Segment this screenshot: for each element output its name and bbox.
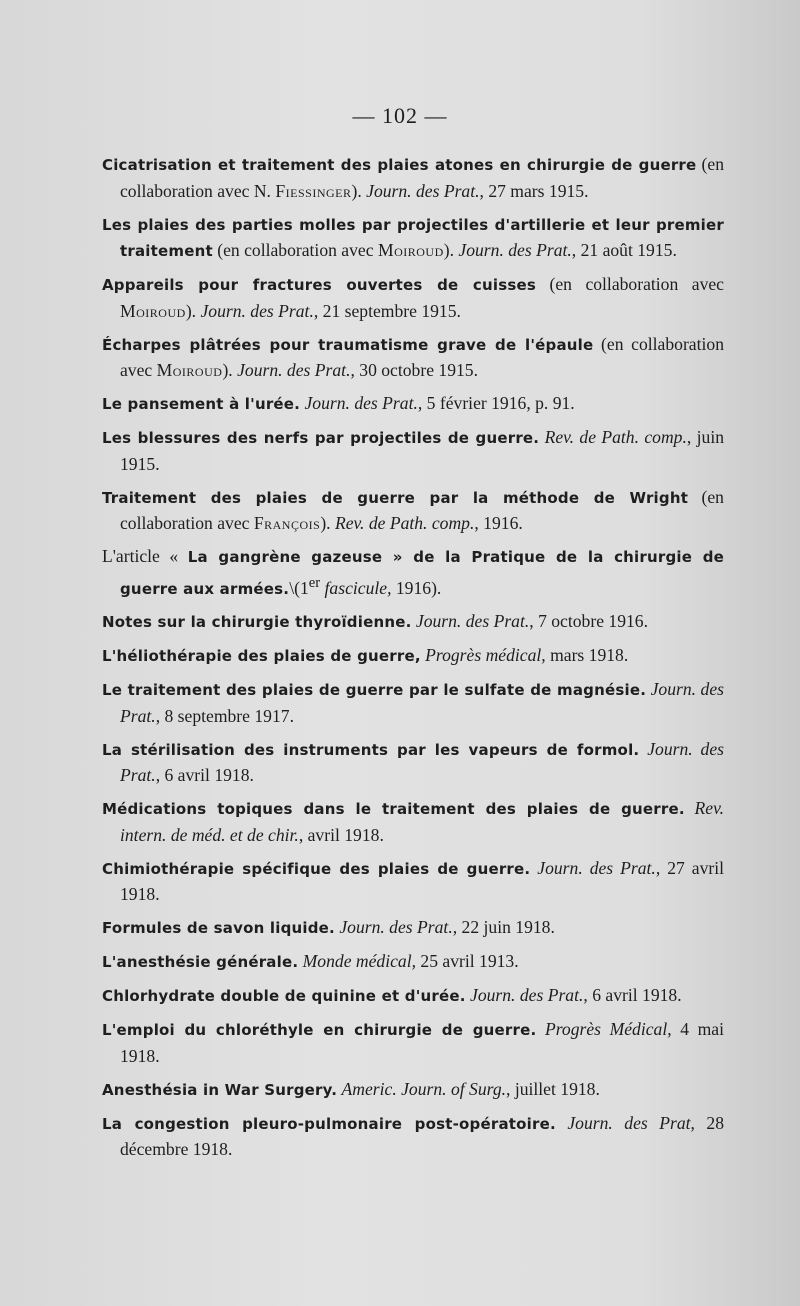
entry-note: ). xyxy=(320,513,335,533)
list-item xyxy=(102,272,724,324)
list-item xyxy=(102,485,724,537)
entry-title: La stérilisation des instruments par les vapeurs de formol. xyxy=(102,740,640,759)
entry-date: , avril 1918. xyxy=(298,824,384,845)
entry-title: Formules de savon liquide. xyxy=(102,919,335,938)
entry-title: Le pansement à l'urée. xyxy=(102,395,301,413)
page-number: — 102 — xyxy=(352,103,448,128)
entry-date: , 21 août 1915. xyxy=(571,240,677,260)
entry-journal: Rev. de Path. comp. xyxy=(334,513,475,533)
list-item xyxy=(102,677,724,729)
entry-note: (en collaboration avec xyxy=(212,240,378,260)
entry-author: Fiessinger xyxy=(275,180,352,201)
entry-title: L'emploi du chloréthyle en chirurgie de guerre. xyxy=(102,1021,537,1040)
entry-author: Moiroud xyxy=(377,240,444,260)
entry-date: , juillet 1918. xyxy=(506,1078,600,1099)
entry-title: Les blessures des nerfs par projectiles de guerre. xyxy=(102,429,540,447)
entry-lead: L'article « xyxy=(102,546,188,566)
list-item xyxy=(102,152,724,204)
list-item xyxy=(102,737,724,789)
entry-journal: Journ. des Prat. xyxy=(237,360,351,380)
entry-date: , 27 mars 1915. xyxy=(479,180,589,201)
entry-journal: Journ. des Prat. xyxy=(415,611,530,632)
list-item xyxy=(102,1111,724,1163)
entry-title: Appareils pour fractures ouvertes de cuisses xyxy=(102,276,536,294)
entry-journal: fascicule, xyxy=(324,577,392,598)
entry-journal: Journ. des Prat. xyxy=(366,180,480,201)
entry-date: , 6 avril 1918. xyxy=(155,765,254,786)
entry-journal: Journ. des Prat. xyxy=(120,679,725,726)
entry-note: (en collaboration avec xyxy=(535,274,724,294)
list-item xyxy=(102,425,724,477)
entry-title: La gangrène gazeuse xyxy=(187,548,383,566)
entry-title: Chlorhydrate double de quinine et d'urée. xyxy=(102,987,466,1006)
entry-title: L'anesthésie générale. xyxy=(102,953,299,972)
list-item xyxy=(102,609,724,636)
entry-title: Traitement des plaies de guerre par la méthode de Wright xyxy=(102,488,689,507)
entry-journal: Journ. des Prat. xyxy=(470,985,584,1006)
entry-journal: Rev. intern. de méd. et de chir. xyxy=(120,798,724,845)
list-item xyxy=(102,983,724,1010)
entry-date: , 6 avril 1918. xyxy=(583,985,682,1006)
entry-title: Écharpes plâtrées pour traumatisme grave de l'épaule xyxy=(102,335,594,354)
entry-note: (en collaboration avec xyxy=(120,486,724,533)
entry-journal: Rev. de Path. comp. xyxy=(544,427,687,447)
entry-author: Moiroud xyxy=(156,360,223,380)
list-item xyxy=(102,1017,724,1069)
entry-date: , 27 avril 1918. xyxy=(120,857,725,905)
entry-title: La congestion pleuro-pulmonaire post-opératoire. xyxy=(102,1114,556,1133)
entry-date: , 1916. xyxy=(474,513,523,533)
entry-title: Médications topiques dans le traitement des plaies de guerre. xyxy=(102,800,685,819)
entry-date: , 30 octobre 1915. xyxy=(350,360,478,380)
entry-title: L'héliothérapie des plaies de guerre, xyxy=(102,647,421,666)
entry-note: ). xyxy=(443,240,459,260)
entry-sup: er xyxy=(308,574,321,591)
list-item xyxy=(102,856,724,908)
entry-date: , 28 décembre 1918. xyxy=(120,1112,724,1160)
entry-journal: Journ. des Prat. xyxy=(537,857,656,878)
entry-journal: Journ. des Prat xyxy=(567,1112,691,1133)
entry-note: (en collaboration avec N. xyxy=(120,154,724,201)
list-item xyxy=(102,544,724,602)
entry-date: , 8 septembre 1917. xyxy=(155,705,294,726)
entry-title: Pratique de la chirurgie de guerre aux armées. xyxy=(120,548,725,598)
entry-title: Anesthésia in War Surgery. xyxy=(102,1080,338,1099)
entry-date: 1916). xyxy=(391,577,442,598)
entry-date: mars 1918. xyxy=(545,645,629,666)
bibliography-list xyxy=(102,152,724,1170)
entry-journal: Journ. des Prat. xyxy=(339,917,453,938)
entry-title: Notes sur la chirurgie thyroïdienne. xyxy=(102,613,412,632)
entry-date: 4 mai 1918. xyxy=(120,1019,724,1066)
entry-date: , juin 1915. xyxy=(120,427,725,474)
entry-date: 25 avril 1913. xyxy=(416,951,519,972)
entry-author: François xyxy=(253,513,321,533)
entry-journal: Journ. des Prat. xyxy=(200,300,314,321)
entry-note: \(1 xyxy=(289,577,309,598)
entry-journal: Monde médical, xyxy=(302,951,417,972)
entry-author: Moiroud xyxy=(120,300,186,321)
list-item xyxy=(102,391,724,418)
entry-journal: Journ. des Prat. xyxy=(304,393,418,413)
entry-journal: Americ. Journ. of Surg. xyxy=(341,1078,507,1099)
entry-note xyxy=(685,798,695,818)
entry-date: , 5 février 1916, p. 91. xyxy=(417,393,575,413)
entry-note: » de la xyxy=(382,548,472,566)
list-item xyxy=(102,332,724,384)
entry-title: Le traitement des plaies de guerre par le sulfate de magnésie. xyxy=(102,681,647,700)
list-item xyxy=(102,643,724,670)
list-item xyxy=(102,1077,724,1104)
entry-title: Les plaies des parties molles par projectiles d'artillerie et leur premier traitement xyxy=(102,215,724,260)
entry-note xyxy=(556,1113,567,1133)
entry-date: , 7 octobre 1916. xyxy=(529,611,648,632)
entry-journal: Progrès médical, xyxy=(425,645,546,666)
entry-date: , 22 juin 1918. xyxy=(452,917,555,938)
entry-journal: Journ. des Prat. xyxy=(120,738,725,786)
entry-title: Cicatrisation et traitement des plaies atones en chirurgie de guerre xyxy=(102,156,697,174)
entry-journal: Progrès Médical, xyxy=(544,1019,672,1040)
entry-note: ). xyxy=(185,300,201,321)
list-item xyxy=(102,949,724,976)
list-item xyxy=(102,796,724,848)
entry-date: , 21 septembre 1915. xyxy=(313,300,461,321)
entry-note xyxy=(536,1019,545,1039)
list-item xyxy=(102,212,724,265)
entry-title: Chimiothérapie spécifique des plaies de guerre. xyxy=(102,859,531,878)
entry-journal: Journ. des Prat. xyxy=(458,240,572,260)
list-item xyxy=(102,915,724,942)
entry-note: ). xyxy=(351,180,367,201)
entry-note: (en collaboration avec xyxy=(120,333,724,380)
entry-note: ). xyxy=(222,360,238,380)
